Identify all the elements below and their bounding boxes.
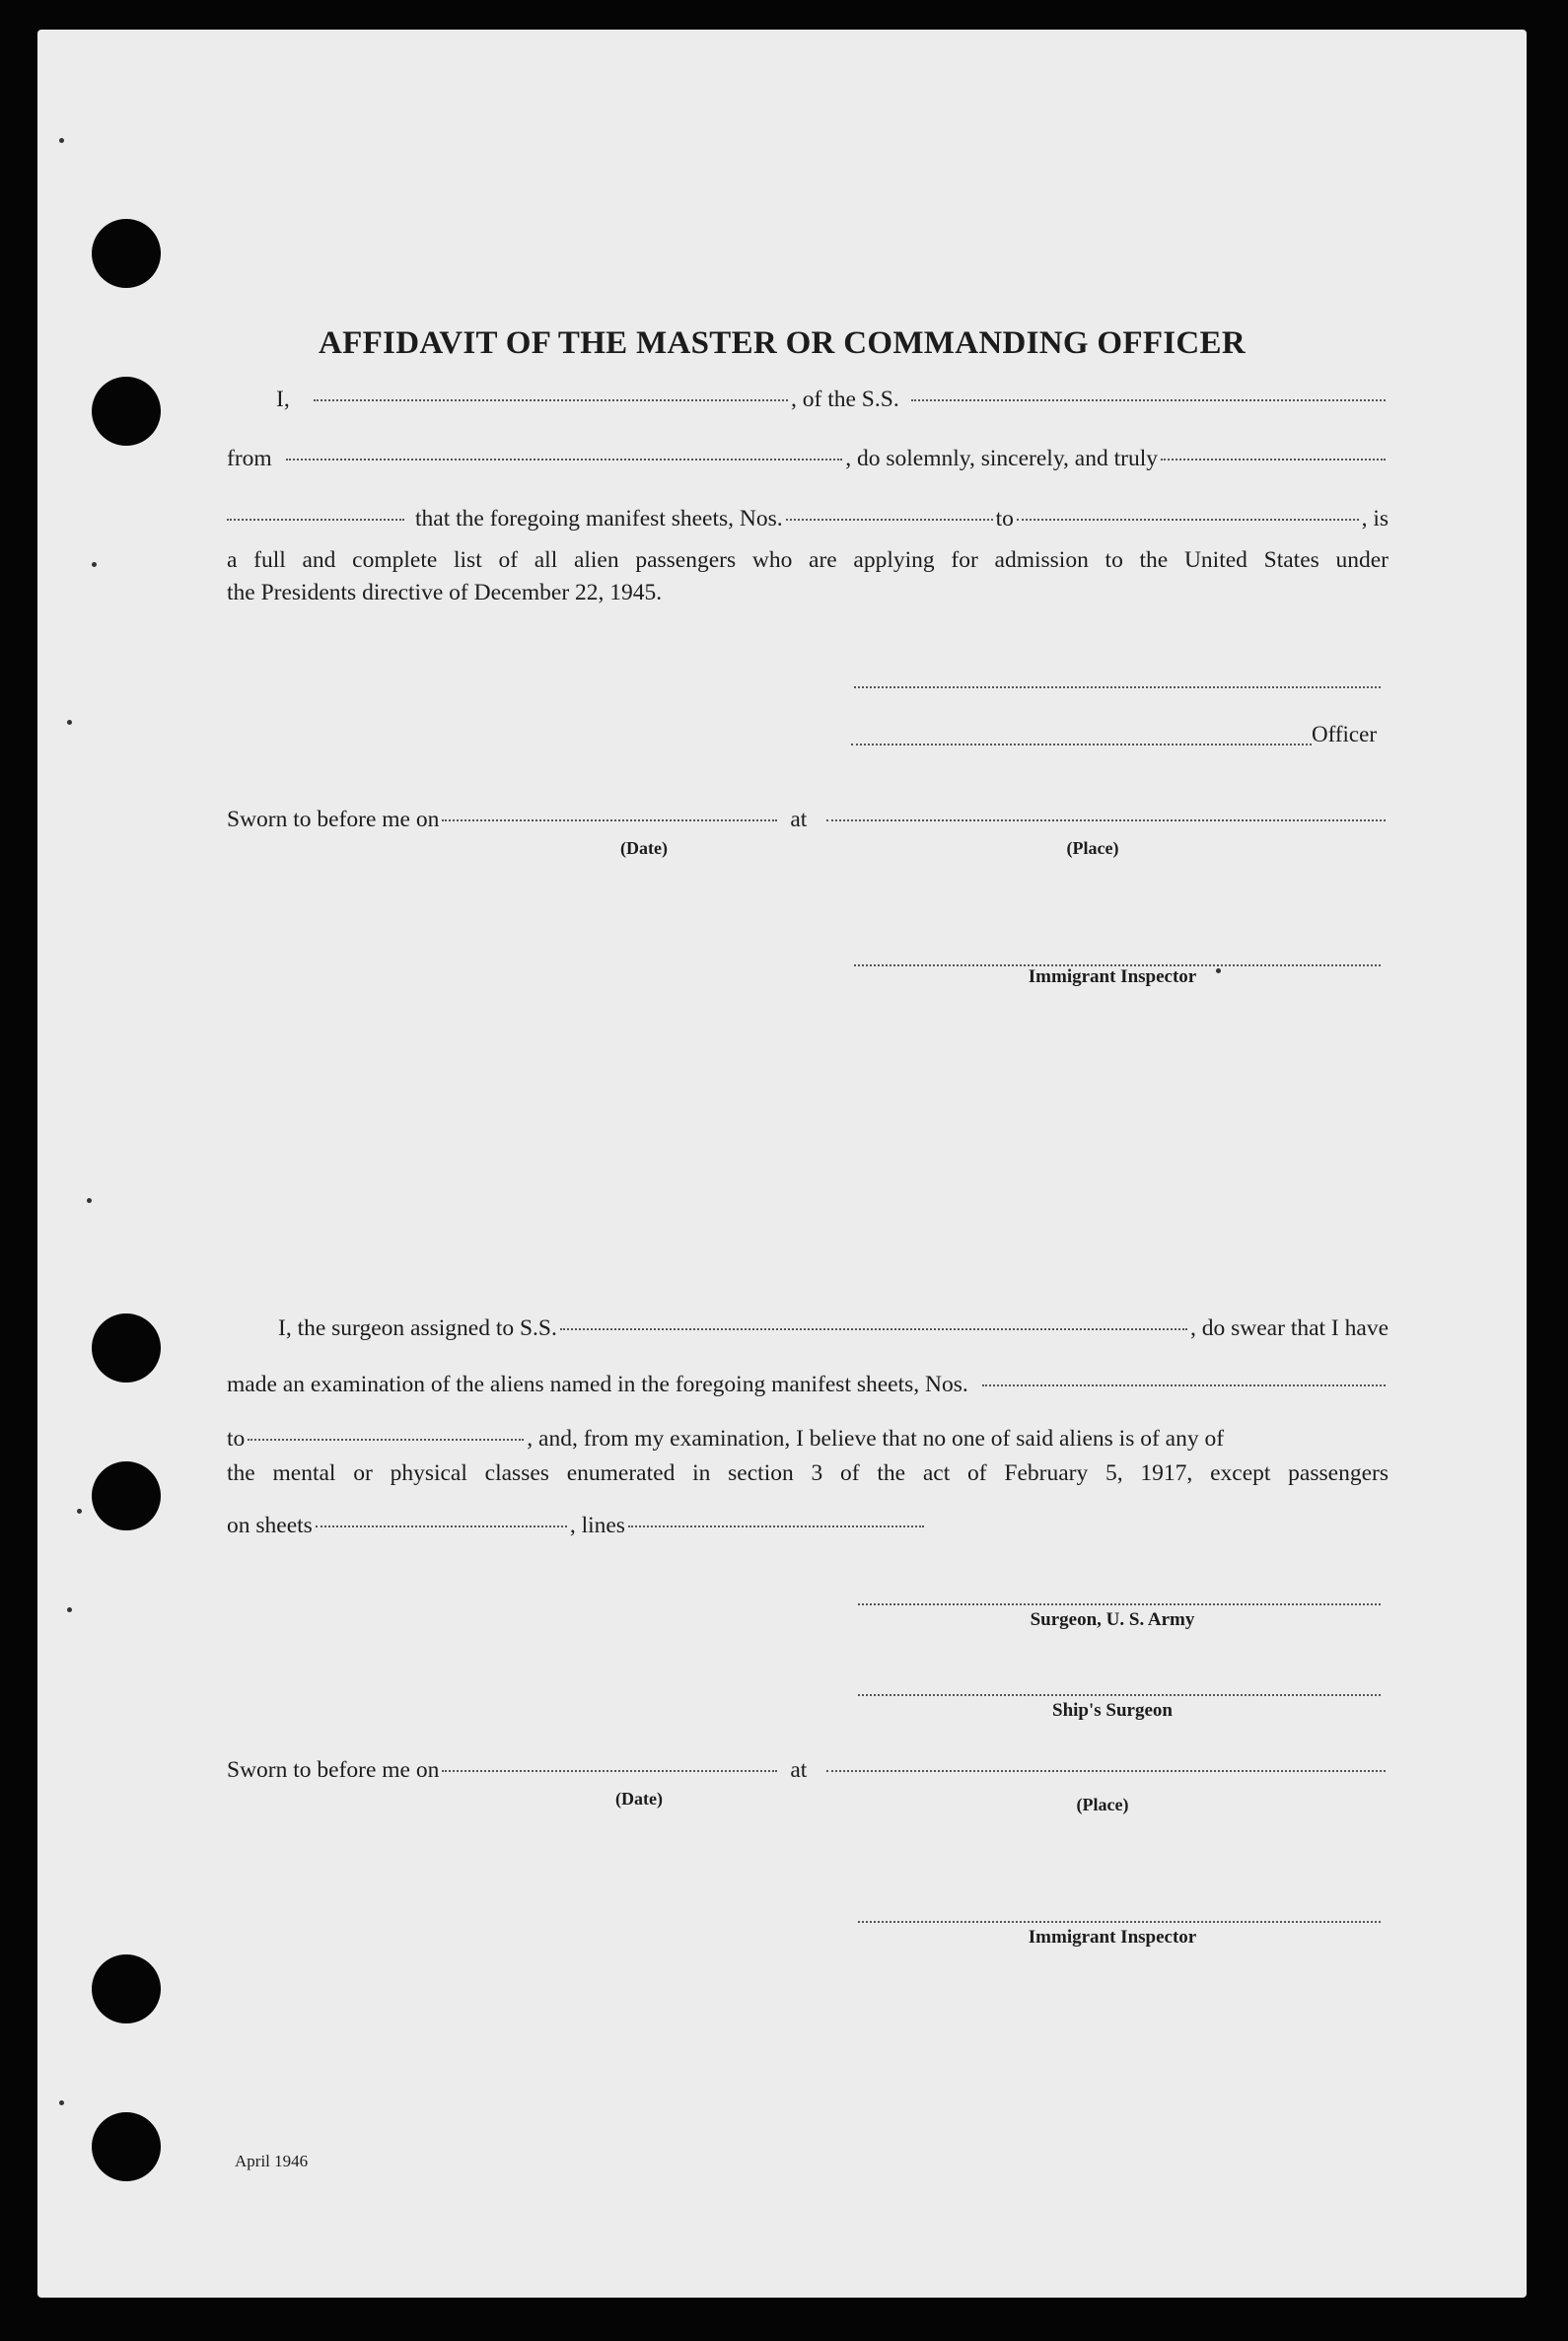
sheets-to-field[interactable] [1017,519,1359,521]
text: , lines [569,1513,625,1538]
officer-signature-line-1[interactable] [854,686,1381,688]
text: to [227,1426,246,1452]
text: , is [1361,506,1389,532]
text: , do swear that I have [1190,1315,1389,1341]
officer-signature-line-2[interactable] [851,744,1312,745]
speck [87,1198,92,1203]
speck [77,1509,82,1514]
surgeon-sheets-from-field[interactable] [982,1384,1386,1386]
speck [59,2100,64,2105]
text: that the foregoing manifest sheets, Nos. [415,506,783,532]
punch-hole [92,1313,161,1383]
place-caption: (Place) [1066,838,1119,858]
date-caption: (Date) [615,1789,663,1809]
punch-hole [92,219,161,288]
date-caption: (Date) [620,838,668,858]
sworn-date-field[interactable] [442,819,777,821]
master-sworn-line [227,807,1389,838]
text: Sworn to before me on [227,807,440,832]
surgeon-line-3 [227,1426,1389,1457]
sheets-from-field[interactable] [786,519,993,521]
master-name-field[interactable] [314,399,788,401]
master-paragraph [227,544,1389,609]
from-field[interactable] [286,459,843,461]
place-caption: (Place) [1076,1795,1129,1814]
inspector-label: Immigrant Inspector [1028,966,1197,987]
army-surgeon-signature-line[interactable] [858,1603,1381,1605]
text: at [790,807,808,832]
text: I, [276,387,290,412]
text: , of the S.S. [791,387,899,412]
text: the Presidents directive of December 22, 1945. [227,580,663,605]
text: Sworn to before me on [227,1757,440,1783]
ships-surgeon-signature-line[interactable] [858,1694,1381,1696]
ships-surgeon-label: Ship's Surgeon [1052,1700,1173,1721]
except-lines-field[interactable] [628,1525,924,1527]
text: at [790,1757,808,1783]
text: I, the surgeon assigned to S.S. [278,1315,557,1341]
oath-continued-field[interactable] [227,519,404,521]
surgeon-sheets-to-field[interactable] [248,1439,524,1441]
oath-field[interactable] [1161,459,1386,461]
text: a full and complete list of all alien passengers who are applying for admission to the United States under [227,547,1389,573]
text: from [227,446,272,471]
ship-name-field[interactable] [911,399,1386,401]
document-page [37,30,1527,2298]
speck [67,720,72,725]
army-surgeon-label: Surgeon, U. S. Army [1030,1609,1195,1630]
text: made an examination of the aliens named in the foregoing manifest sheets, Nos. [227,1372,968,1397]
master-line-2 [227,446,1389,477]
text: on sheets [227,1513,313,1538]
speck [67,1607,72,1612]
surgeon-line-5 [227,1513,1389,1544]
surgeon-inspector-label: Immigrant Inspector [1028,1927,1197,1948]
surgeon-line-1 [227,1315,1389,1347]
surgeon-sworn-line [227,1757,1389,1789]
except-sheets-field[interactable] [316,1525,567,1527]
surgeon-ship-field[interactable] [560,1328,1187,1330]
surgeon-paragraph [227,1457,1389,1490]
form-date: April 1946 [235,2152,309,2170]
page-title: AFFIDAVIT OF THE MASTER OR COMMANDING OFFICER [319,325,1246,361]
speck [92,562,97,567]
punch-hole [92,377,161,446]
text: , and, from my examination, I believe that no one of said aliens is of any of [527,1426,1225,1452]
sworn-place-field[interactable] [826,819,1386,821]
master-line-3 [227,506,1389,537]
surgeon-sworn-date-field[interactable] [442,1770,777,1772]
punch-hole [92,2112,161,2181]
surgeon-line-2 [227,1372,1389,1403]
surgeon-sworn-place-field[interactable] [826,1770,1386,1772]
text: to [995,506,1014,532]
punch-hole [92,1954,161,2023]
punch-hole [92,1461,161,1530]
speck [59,138,64,143]
text: the mental or physical classes enumerated in section 3 of the act of February 5, 1917, except passengers [227,1460,1389,1486]
surgeon-inspector-signature-line[interactable] [858,1921,1381,1923]
text: , do solemnly, sincerely, and truly [845,446,1158,471]
officer-label: Officer [1312,722,1377,746]
master-line-1 [227,387,1389,418]
